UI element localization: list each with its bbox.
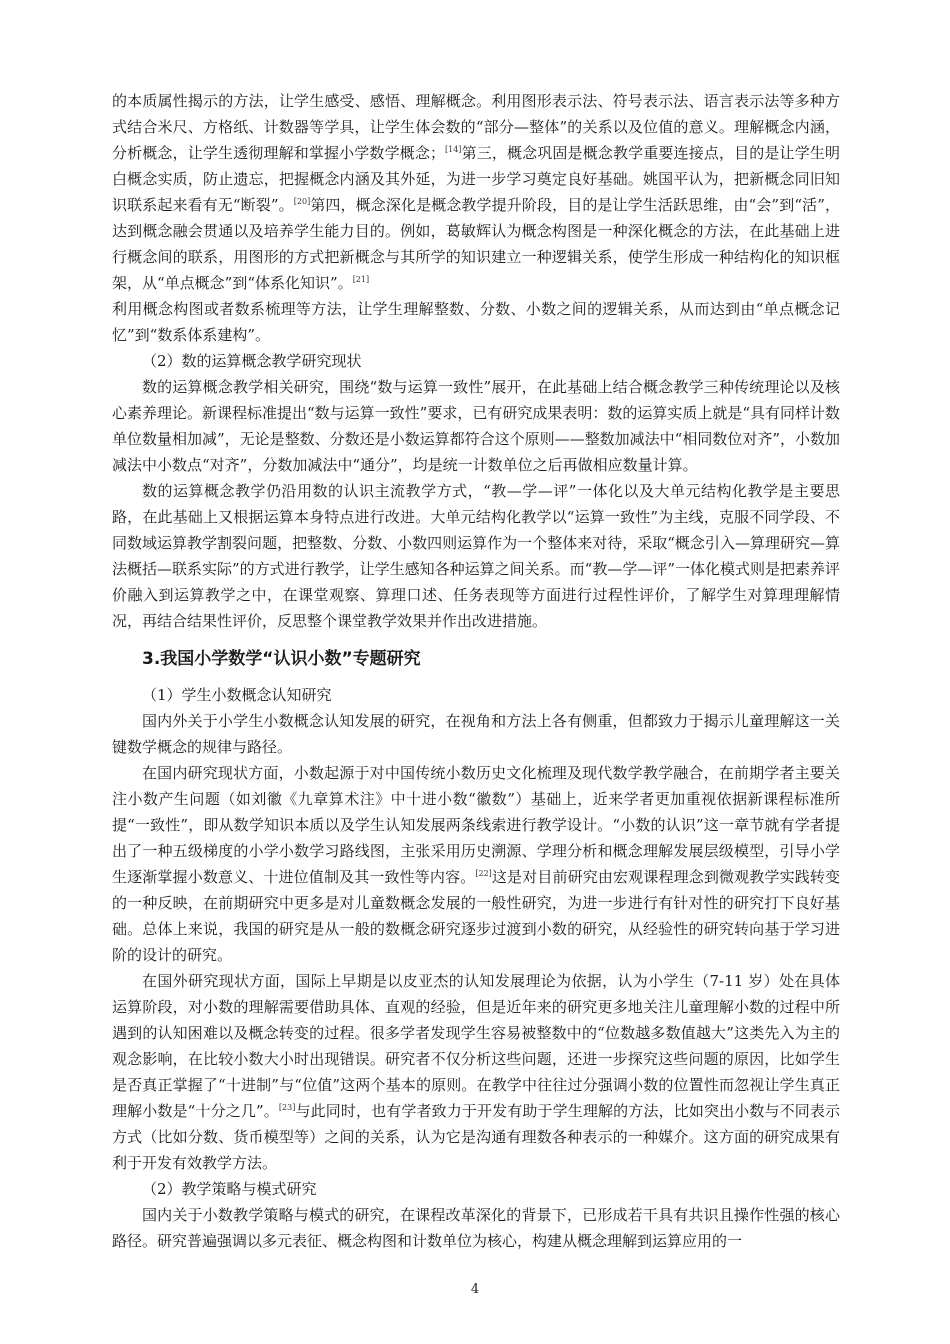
paragraph-operation-teaching-mode: 数的运算概念教学仍沿用数的认识主流教学方式，“教—学—评”一体化以及大单元结构化教学是主要思路，在此基础上又根据运算本身特点进行改进。大单元结构化教学以“运算一致性”为主线，克服不同学段、不同数域运算教学割裂问题，把整数、分数、小数四则运算作为一个整体来对待，采取“概念引入—算理研究—算法概括—联系实际”的方式进行教学，让学生感知各种运算之间关系。而“教—学—评”一体化模式则是把素养评价融入到运算教学之中，在课堂观察、算理口述、任务表现等方面进行过程性评价，了解学生对算理理解情况，再结合结果性评价，反思整个课堂教学效果并作出改进措施。 — [112, 482, 841, 630]
paragraph-foreign-research — [112, 968, 840, 1176]
page-number: 4 — [470, 1282, 480, 1297]
citation-ref: [22] — [475, 869, 492, 878]
text-segment: 利用概念构图或者数系梳理等方法，让学生理解整数、分数、小数之间的逻辑关系，从而达到由“单点概念记忆”到“数系体系建构”。 — [112, 300, 840, 344]
text-segment: 第三，概念巩固是概念教学重要连接点，目的是让学生明白概念实质，防止遗忘，把握概念内涵及其外延，为进一步学习奠定良好基础。姚国平认为，把新概念同旧知识联系起来看有无“断裂”。 — [112, 144, 840, 214]
paragraph-operation-consistency: 数的运算概念教学相关研究，围绕“数与运算一致性”展开，在此基础上结合概念教学三种传统理论以及核心素养理论。新课程标准提出“数与运算一致性”要求，已有研究成果表明：数的运算实质上就是“具有同样计数单位数量相加减”，无论是整数、分数还是小数运算都符合这个原则——整数加减法中“相同数位对齐”，小数加减法中小数点“对齐”，分数加减法中“通分”，均是统一计数单位之后再做相应数量计算。 — [112, 378, 841, 474]
paragraph-concept-teaching-continued — [112, 88, 840, 348]
text-segment: 的本质属性揭示的方法，让学生感受、感悟、理解概念。利用图形表示法、符号表示法、语言表示法等多种方式结合米尺、方格纸、计数器等学具，让学生体会数的“部分—整体”的关系以及位值的意义。理解概念内涵，分析概念，让学生透彻理解和掌握小学数学概念； — [112, 92, 840, 162]
text-segment: 在国外研究现状方面，国际上早期是以皮亚杰的认知发展理论为依据，认为小学生（7-11 岁）处在具体运算阶段，对小数的理解需要借助具体、直观的经验，但是近年来的研究更多地关注儿童理解小数的过程中所遇到的认知困难以及概念转变的过程。很多学者发现学生容易被整数中的“位数越多数值越大”这类先入为主的观念影响，在比较小数大小时出现错误。研究者不仅分析这些问题，还进一步探究这些问题的原因，比如学生是否真正掌握了“十进制”与“位值”这两个基本的原则。在教学中往往过分强调小数的位置性而忽视让学生真正理解小数是“十分之几”。 — [112, 972, 840, 1120]
subheading-operation-concept: （2）数的运算概念教学研究现状 — [142, 352, 362, 370]
paragraph-teaching-strategy: 国内关于小数教学策略与模式的研究，在课程改革深化的背景下，已形成若干具有共识且操作性强的核心路径。研究普遍强调以多元表征、概念构图和计数单位为核心，构建从概念理解到运算应用的一 — [112, 1206, 840, 1250]
citation-ref: [14] — [445, 145, 462, 154]
subheading-teaching-strategy: （2）教学策略与模式研究 — [142, 1180, 317, 1198]
paragraph-domestic-research — [112, 760, 840, 968]
citation-ref: [20] — [293, 197, 311, 206]
subheading-decimal-cognition: （1）学生小数概念认知研究 — [142, 686, 332, 704]
text-segment: 这是对目前研究由宏观课程理念到微观教学实践转变的一种反映，在前期研究中更多是对儿童数概念发展的一般性研究，为进一步进行有针对性的研究打下良好基础。总体上来说，我国的研究是从一般的数概念研究逐步过渡到小数的研究，从经验性的研究转向基于学习进阶的设计的研究。 — [112, 868, 840, 964]
text-segment: 与此同时，也有学者致力于开发有助于学生理解的方法，比如突出小数与不同表示方式（比如分数、货币模型等）之间的关系，认为它是沟通有理数各种表示的一种媒介。这方面的研究成果有利于开发有效教学方法。 — [112, 1102, 840, 1172]
paragraph-decimal-cognition-intro: 国内外关于小学生小数概念认知发展的研究，在视角和方法上各有侧重，但都致力于揭示儿童理解这一关键数学概念的规律与路径。 — [112, 712, 840, 756]
citation-ref: [23] — [278, 1103, 296, 1112]
citation-ref: [21] — [352, 275, 370, 284]
section-heading-decimal-research: 3.我国小学数学“认识小数”专题研究 — [142, 649, 421, 669]
text-segment: 在国内研究现状方面，小数起源于对中国传统小数历史文化梳理及现代数学教学融合，在前期学者主要关注小数产生问题（如刘徽《九章算术注》中十进小数“徽数”）基础上，近来学者更加重视依据新课程标准所提“一致性”，即从数学知识本质以及学生认知发展两条线索进行教学设计。“小数的认识”这一章节就有学者提出了一种五级梯度的小学小数学习路线图，主张采用历史溯源、学理分析和概念理解发展层级模型，引导小学生逐渐掌握小数意义、十进位值制及其一致性等内容。 — [112, 764, 840, 886]
text-segment: 第四，概念深化是概念教学提升阶段，目的是让学生活跃思维，由“会”到“活”，达到概念融会贯通以及培养学生能力目的。例如，葛敏辉认为概念构图是一种深化概念的方法，在此基础上进行概念间的联系，用图形的方式把新概念与其所学的知识建立一种逻辑关系，使学生形成一种结构化的知识框架，从“单点概念”到“体系化知识”。 — [112, 196, 840, 292]
document-body — [112, 88, 840, 1254]
